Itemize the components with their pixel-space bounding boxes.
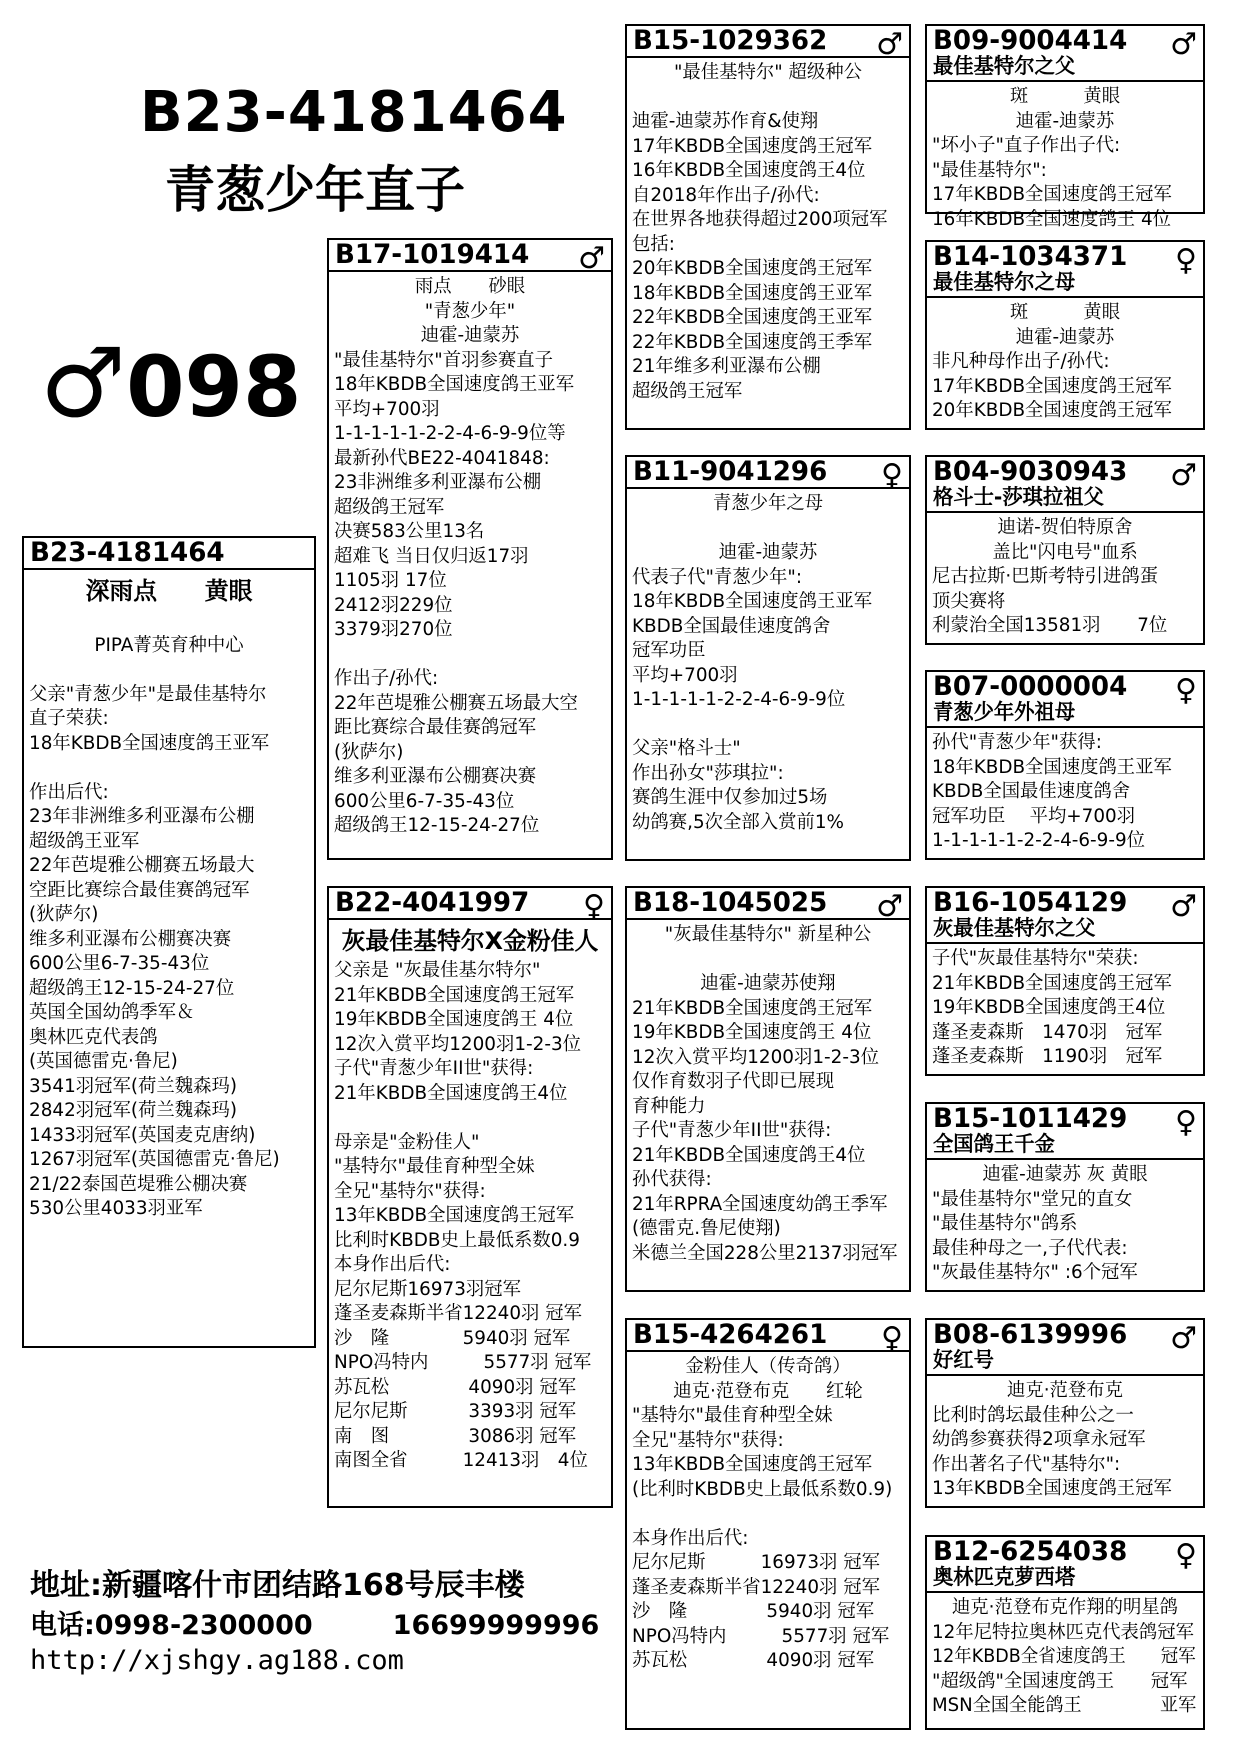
card-line: 作出子/孙代:: [334, 668, 439, 689]
card-line: 代表子代"青葱少年":: [632, 566, 803, 588]
card-line: 蓬圣麦森斯 1190羽 冠军: [932, 1046, 1163, 1067]
card-line: 冠军功臣: [632, 640, 706, 661]
card-line: 超级鸽王冠军: [334, 496, 445, 518]
card-line: 22年芭堤雅公棚赛五场最大: [29, 855, 255, 876]
card-line: 21年KBDB全国速度鸽王4位: [632, 1144, 866, 1166]
dam-card: [327, 886, 613, 1508]
card-line: 空距比赛综合最佳赛鸽冠军: [29, 879, 250, 901]
card-line: 南图全省 12413羽 4位: [334, 1450, 588, 1471]
card-line: 迪霍-迪蒙苏: [718, 542, 818, 563]
card-line: 22年KBDB全国速度鸽王季军: [632, 331, 873, 353]
card-body: [927, 82, 1203, 235]
ring-number: B04-9030943: [933, 456, 1128, 487]
card-line: 超级鸽王12-15-24-27位: [29, 977, 235, 999]
card-line: (狄萨尔): [29, 904, 99, 925]
card-header: [927, 457, 1203, 513]
card-line: 19年KBDB全国速度鸽王 4位: [334, 1009, 574, 1030]
ring-number: B09-9004414: [933, 25, 1128, 56]
card-line: [29, 609, 307, 634]
card-line: 决赛583公里13名: [334, 521, 485, 542]
card-line: 迪诺-贺伯特原舍: [997, 517, 1133, 538]
card-line: 灰最佳基特尔X金粉佳人: [341, 927, 599, 955]
card-line: [632, 948, 902, 973]
card-line: 13年KBDB全国速度鸽王冠军: [334, 1205, 575, 1226]
card-line: 18年KBDB全国速度鸽王亚军: [29, 732, 270, 754]
card-line: 3541羽冠军(荷兰魏森玛): [29, 1075, 238, 1097]
card-line: (比利时KBDB史上最低系数0.9): [632, 1478, 893, 1500]
card-line: 全兄"基特尔"获得:: [334, 1180, 486, 1202]
card-line: 距比赛综合最佳赛鸽冠军: [334, 717, 537, 738]
card-line: 超级鸽王12-15-24-27位: [334, 815, 540, 836]
ring-number: B22-4041997: [335, 887, 530, 918]
card-body: [329, 272, 611, 842]
card-body: [329, 920, 611, 1477]
card-line: 迪霍-迪蒙苏: [420, 325, 520, 346]
ring-number: B07-0000004: [933, 671, 1128, 702]
card-line: [632, 86, 902, 111]
card-line: 雨点 砂眼: [414, 276, 526, 297]
card-line: 迪克·范登布克: [1007, 1380, 1123, 1401]
card-line: 1-1-1-1-1-2-2-4-6-9-9位: [632, 689, 846, 710]
male-symbol-icon: ♂: [876, 27, 903, 62]
header-pigeon-name: 青葱少年直子: [165, 161, 465, 219]
card-line: 12年KBDB全省速度鸽王 冠军: [932, 1646, 1196, 1667]
card-title: 全国鸽王千金: [933, 1132, 1055, 1156]
card-line: 顶尖赛将: [932, 590, 1006, 612]
card-line: [334, 643, 604, 668]
card-line: 仅作育数羽子代即已展现: [632, 1071, 835, 1092]
card-line: [334, 1106, 604, 1131]
card-line: "最佳基特尔"鸽系: [932, 1213, 1078, 1234]
card-line: 蓬圣麦森斯半省12240羽 冠军: [632, 1576, 880, 1598]
card-line: 迪霍-迪蒙苏使翔: [700, 973, 836, 994]
card-line: 作出著名子代"基特尔":: [932, 1453, 1121, 1475]
card-line: 最佳种母之一,子代代表:: [932, 1237, 1128, 1259]
card-line: 赛鸽生涯中仅参加过5场: [632, 787, 828, 808]
card-body: [627, 920, 909, 1269]
card-title: 青葱少年外祖母: [933, 700, 1076, 724]
card-line: 英国全国幼鸽季军＆: [29, 1002, 195, 1023]
card-line: 13年KBDB全国速度鸽王冠军: [632, 1454, 873, 1475]
card-header: [24, 538, 314, 570]
card-line: 21/22泰国芭堤雅公棚决赛: [29, 1173, 248, 1195]
card-line: (狄萨尔): [334, 741, 404, 763]
card-line: [632, 517, 902, 542]
card-header: [927, 1320, 1203, 1376]
card-line: 子代"青葱少年II世"获得:: [632, 1120, 832, 1141]
female-symbol-icon: ♀: [583, 889, 605, 924]
card-line: 深雨点 黄眼: [85, 577, 253, 605]
ring-number: B17-1019414: [335, 239, 530, 270]
card-line: 18年KBDB全国速度鸽王亚军: [632, 282, 873, 304]
sire-sire-dam-card: [925, 240, 1205, 430]
card-line: 维多利亚瀑布公棚赛决赛: [29, 928, 232, 950]
female-symbol-icon: ♀: [1175, 243, 1197, 278]
card-line: 直子荣获:: [29, 708, 109, 729]
card-line: 父亲"青葱少年"是最佳基特尔: [29, 683, 267, 705]
card-line: "灰最佳基特尔" 新星种公: [664, 924, 872, 945]
card-line: "灰最佳基特尔" :6个冠军: [932, 1262, 1138, 1283]
card-line: [632, 1502, 902, 1527]
sire-sire-card: [625, 24, 911, 430]
card-body: [927, 1160, 1203, 1289]
card-line: 2842羽冠军(荷兰魏森玛): [29, 1100, 238, 1121]
card-line: 育种能力: [632, 1095, 706, 1117]
card-line: KBDB全国最佳速度鸽舍: [932, 781, 1131, 802]
card-line: 斑 黄眼: [1009, 302, 1121, 323]
dam-dam-card: [625, 1318, 911, 1730]
card-line: (德雷克.鲁尼使翔): [632, 1218, 781, 1239]
card-line: 尼尔尼斯16973羽冠军: [334, 1278, 522, 1300]
ring-number: B15-1011429: [933, 1103, 1128, 1134]
ring-number: B18-1045025: [633, 887, 828, 918]
card-line: 蓬圣麦森斯半省12240羽 冠军: [334, 1303, 582, 1324]
card-line: KBDB全国最佳速度鸽舍: [632, 615, 831, 637]
card-title: 灰最佳基特尔之父: [933, 916, 1096, 940]
pigeon-number: 098: [126, 338, 302, 436]
card-line: 21年KBDB全国速度鸽王冠军: [334, 984, 575, 1006]
card-line: 1267羽冠军(英国德雷克·鲁尼): [29, 1149, 280, 1170]
ring-number: B12-6254038: [933, 1536, 1128, 1567]
card-body: [927, 1593, 1203, 1722]
ring-number: B08-6139996: [933, 1319, 1128, 1350]
dam-dam-dam-card: [925, 1535, 1205, 1730]
card-line: 子代"灰最佳基特尔"荣获:: [932, 948, 1139, 969]
card-line: 超难飞 当日仅归返17羽: [334, 545, 529, 567]
ring-number: B23-4181464: [30, 537, 225, 568]
card-line: 在世界各地获得超过200项冠军: [632, 209, 888, 230]
ring-number: B15-1029362: [633, 25, 828, 56]
card-line: 17年KBDB全国速度鸽王冠军: [932, 184, 1172, 205]
card-line: 迪霍-迪蒙苏: [1015, 326, 1115, 348]
footer-address: 地址:新疆喀什市团结路168号辰丰楼: [30, 1568, 525, 1603]
card-line: 尼尔尼斯 3393羽 冠军: [334, 1401, 577, 1422]
card-line: 18年KBDB全国速度鸽王亚军: [932, 756, 1172, 778]
card-line: MSN全国全能鸽王 亚军: [932, 1695, 1197, 1716]
card-line: 21年KBDB全国速度鸽王冠军: [632, 997, 873, 1019]
card-line: 金粉佳人（传奇鸽）: [685, 1356, 851, 1377]
card-line: 最新孙代BE22-4041848:: [334, 447, 550, 469]
card-line: 迪克·范登布克作翔的明星鸽: [951, 1597, 1179, 1618]
card-line: 父亲是 "灰最佳基尔特尔": [334, 960, 541, 981]
female-symbol-icon: ♀: [1175, 673, 1197, 708]
male-symbol-icon: ♂: [876, 889, 903, 924]
sire-dam-sire-card: [925, 455, 1205, 645]
card-line: 维多利亚瀑布公棚赛决赛: [334, 766, 537, 787]
footer-mobile: 16699999996: [392, 1610, 600, 1641]
card-line: 平均+700羽: [632, 664, 738, 686]
card-line: 23非洲维多利亚瀑布公棚: [334, 472, 542, 493]
card-line: 父亲"格斗士": [632, 738, 741, 759]
dam-sire-card: [625, 886, 911, 1292]
sire-sire-sire-card: [925, 24, 1205, 230]
card-line: 孙代获得:: [632, 1169, 712, 1190]
card-line: 平均+700羽: [334, 398, 440, 420]
card-line: 18年KBDB全国速度鸽王亚军: [334, 374, 575, 395]
card-header: [927, 1537, 1203, 1593]
card-line: 子代"青葱少年II世"获得:: [334, 1058, 534, 1079]
card-title: 最佳基特尔之父: [933, 54, 1076, 78]
card-line: 21年KBDB全国速度鸽王4位: [334, 1082, 568, 1104]
card-title: 格斗士-莎琪拉祖父: [933, 485, 1104, 509]
card-title: 最佳基特尔之母: [933, 270, 1076, 294]
male-symbol-icon: ♂: [1170, 27, 1197, 62]
card-line: 幼鸽参赛获得2项拿永冠军: [932, 1429, 1146, 1450]
card-line: "青葱少年": [424, 300, 516, 322]
sire-card: [327, 238, 613, 860]
card-title: 奥林匹克萝西塔: [933, 1565, 1076, 1589]
card-header: [627, 25, 909, 62]
card-line: 21年维多利亚瀑布公棚: [632, 356, 821, 377]
card-header: [627, 1319, 909, 1356]
card-header: [627, 887, 909, 924]
card-line: 18年KBDB全国速度鸽王亚军: [632, 591, 873, 612]
card-line: 尼古拉斯·巴斯考特引进鸽蛋: [932, 566, 1159, 587]
card-line: 包括:: [632, 233, 675, 255]
card-line: 1433羽冠军(英国麦克唐纳): [29, 1124, 256, 1146]
card-line: 2412羽229位: [334, 594, 453, 616]
card-line: 600公里6-7-35-43位: [334, 790, 515, 812]
card-header: [329, 239, 611, 276]
card-line: 16年KBDB全国速度鸽王 4位: [932, 208, 1172, 230]
card-line: 17年KBDB全国速度鸽王冠军: [632, 135, 873, 157]
card-line: 1-1-1-1-1-2-2-4-6-9-9位: [932, 830, 1146, 851]
card-line: "最佳基特尔":: [932, 159, 1047, 181]
card-line: 自2018年作出子/孙代:: [632, 184, 820, 206]
card-title: 好红号: [933, 1348, 994, 1372]
card-line: 比利时KBDB史上最低系数0.9: [334, 1229, 580, 1251]
footer-website-link[interactable]: http://xjshgy.ag188.com: [30, 1645, 404, 1676]
card-line: 盖比"闪电号"血系: [992, 541, 1138, 563]
card-body: [927, 298, 1203, 427]
card-line: 作出后代:: [29, 781, 109, 803]
card-body: [627, 1352, 909, 1677]
card-line: 全兄"基特尔"获得:: [632, 1429, 784, 1451]
card-line: 迪克·范登布克 红轮: [673, 1380, 863, 1402]
ring-number: B16-1054129: [933, 887, 1128, 918]
dam-sire-dam-card: [925, 1102, 1205, 1292]
card-line: 尼尔尼斯 16973羽 冠军: [632, 1552, 880, 1573]
card-line: 3379羽270位: [334, 619, 453, 640]
header-sex-number: [40, 327, 302, 439]
card-line: [29, 756, 307, 781]
card-line: 孙代"青葱少年"获得:: [932, 732, 1102, 753]
footer-phone-label: 电话:0998-2300000: [30, 1610, 313, 1641]
header-ring-number: B23-4181464: [140, 80, 568, 145]
ring-number: B11-9041296: [633, 456, 828, 487]
card-line: 17年KBDB全国速度鸽王冠军: [932, 375, 1172, 397]
card-line: 20年KBDB全国速度鸽王冠军: [632, 258, 873, 279]
card-line: 冠军功臣 平均+700羽: [932, 805, 1136, 827]
card-line: 本身作出后代:: [632, 1527, 749, 1549]
card-header: [927, 26, 1203, 82]
card-line: 12年尼特拉奥林匹克代表鸽冠军: [932, 1621, 1194, 1643]
card-body: [927, 728, 1203, 857]
card-body: [627, 58, 909, 407]
card-body: [927, 1376, 1203, 1505]
female-symbol-icon: ♀: [881, 458, 903, 493]
card-line: 蓬圣麦森斯 1470羽 冠军: [932, 1021, 1163, 1043]
female-symbol-icon: ♀: [881, 1321, 903, 1356]
footer-phone: [30, 1603, 599, 1642]
card-line: [29, 658, 307, 683]
ring-number: B14-1034371: [933, 241, 1128, 272]
male-symbol-icon: ♂: [1170, 458, 1197, 493]
card-line: 1105羽 17位: [334, 570, 447, 591]
card-line: PIPA菁英育种中心: [94, 634, 244, 656]
card-line: 迪霍-迪蒙苏 灰 黄眼: [982, 1164, 1148, 1185]
card-line: 迪霍-迪蒙苏作育&使翔: [632, 111, 819, 132]
card-line: 斑 黄眼: [1009, 86, 1121, 107]
card-line: 南 图 3086羽 冠军: [334, 1425, 577, 1447]
card-line: "最佳基特尔" 超级种公: [673, 62, 863, 83]
card-line: 迪霍-迪蒙苏: [1015, 110, 1115, 132]
card-line: 作出孙女"莎琪拉":: [632, 762, 784, 784]
card-line: 12次入赏平均1200羽1-2-3位: [632, 1046, 880, 1068]
card-line: 奥林匹克代表鸽: [29, 1026, 158, 1048]
card-line: 利蒙治全国13581羽 7位: [932, 615, 1168, 636]
card-line: 超级鸽王冠军: [632, 380, 743, 402]
card-line: 非凡种母作出子/孙代:: [932, 351, 1110, 372]
male-symbol-icon: ♂: [578, 241, 605, 276]
card-line: 母亲是"金粉佳人": [334, 1131, 480, 1153]
card-line: 超级鸽王亚军: [29, 830, 140, 852]
card-line: 苏瓦松 4090羽 冠军: [334, 1376, 577, 1398]
card-line: 幼鸽赛,5次全部入赏前1%: [632, 811, 845, 833]
card-line: "最佳基特尔"堂兄的直女: [932, 1188, 1133, 1210]
card-header: [627, 456, 909, 493]
card-header: [329, 887, 611, 924]
card-line: 本身作出后代:: [334, 1254, 451, 1275]
card-body: [24, 570, 314, 1225]
card-line: "基特尔"最佳育种型全妹: [632, 1405, 833, 1426]
male-symbol-icon: ♂: [1170, 1321, 1197, 1356]
card-line: 苏瓦松 4090羽 冠军: [632, 1650, 875, 1671]
card-line: 米德兰全国228公里2137羽冠军: [632, 1242, 898, 1264]
card-line: 22年KBDB全国速度鸽王亚军: [632, 307, 873, 328]
card-line: 沙 隆 5940羽 冠军: [334, 1327, 571, 1349]
card-header: [927, 242, 1203, 298]
card-line: NPO冯特内 5577羽 冠军: [334, 1352, 592, 1373]
ring-number: B15-4264261: [633, 1319, 828, 1350]
card-line: 1-1-1-1-1-2-2-4-6-9-9位等: [334, 423, 566, 444]
card-line: "超级鸽"全国速度鸽王 冠军: [932, 1670, 1188, 1692]
card-header: [927, 888, 1203, 944]
card-line: 12次入赏平均1200羽1-2-3位: [334, 1033, 582, 1055]
subject-pigeon-card: [22, 536, 316, 1348]
female-symbol-icon: ♀: [1175, 1105, 1197, 1140]
card-line: 青葱少年之母: [712, 493, 824, 514]
card-line: 比利时鸽坛最佳种公之一: [932, 1404, 1134, 1426]
card-line: 16年KBDB全国速度鸽王4位: [632, 160, 866, 181]
card-line: 600公里6-7-35-43位: [29, 953, 210, 974]
card-header: [927, 1104, 1203, 1160]
card-line: 21年KBDB全国速度鸽王冠军: [932, 972, 1172, 994]
card-line: NPO冯特内 5577羽 冠军: [632, 1625, 890, 1647]
card-line: "基特尔"最佳育种型全妹: [334, 1156, 535, 1177]
card-body: [927, 944, 1203, 1073]
card-line: "坏小子"直子作出子代:: [932, 135, 1121, 156]
male-symbol-icon: ♂: [40, 327, 127, 439]
card-line: "最佳基特尔"首羽参赛直子: [334, 349, 553, 371]
sire-dam-dam-card: [925, 670, 1205, 860]
card-line: 23年非洲维多利亚瀑布公棚: [29, 806, 255, 827]
female-symbol-icon: ♀: [1175, 1538, 1197, 1573]
card-line: 20年KBDB全国速度鸽王冠军: [932, 400, 1172, 421]
card-line: 13年KBDB全国速度鸽王冠军: [932, 1478, 1172, 1499]
dam-sire-sire-card: [925, 886, 1205, 1076]
card-line: 沙 隆 5940羽 冠军: [632, 1601, 875, 1622]
card-line: 22年芭堤雅公棚赛五场最大空: [334, 692, 578, 714]
male-symbol-icon: ♂: [1170, 889, 1197, 924]
card-body: [927, 513, 1203, 642]
card-line: 21年RPRA全国速度幼鸽王季军: [632, 1193, 888, 1215]
sire-dam-card: [625, 455, 911, 861]
card-line: [632, 713, 902, 738]
card-line: 19年KBDB全国速度鸽王 4位: [632, 1022, 872, 1043]
card-header: [927, 672, 1203, 728]
card-line: 19年KBDB全国速度鸽王4位: [932, 997, 1166, 1018]
card-line: (英国德雷克·鲁尼): [29, 1051, 178, 1072]
dam-dam-sire-card: [925, 1318, 1205, 1508]
card-body: [627, 489, 909, 838]
card-line: 530公里4033羽亚军: [29, 1198, 203, 1219]
